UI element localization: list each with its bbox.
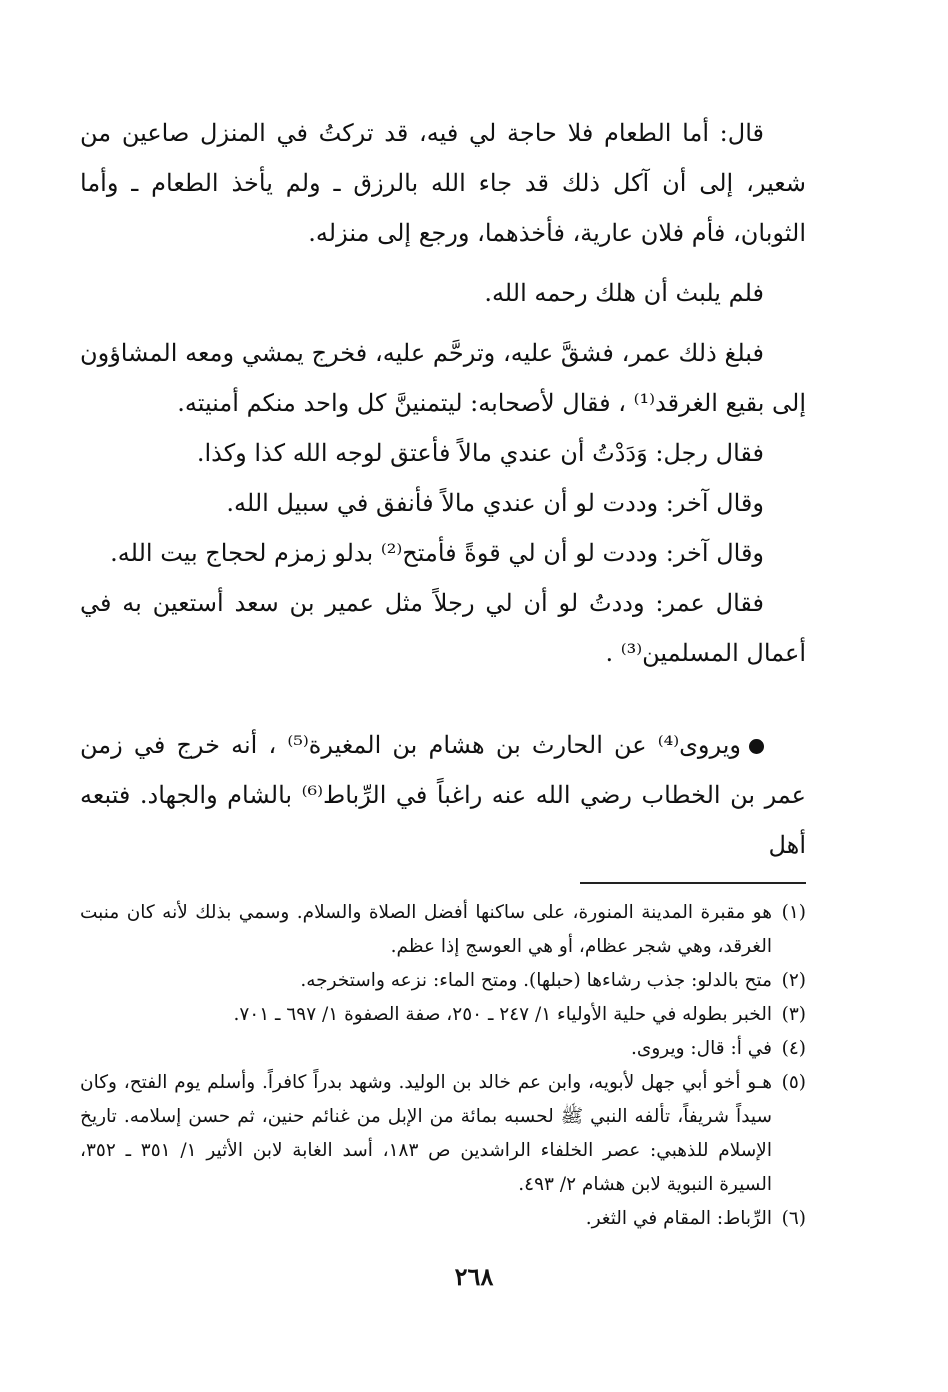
footnote-text: الرِّباط: المقام في الثغر.: [585, 1208, 772, 1229]
footnote-number: (٤): [781, 1038, 806, 1059]
footnote-number: (٥): [781, 1072, 806, 1093]
footnote-text: هـو أخو أبي جهل لأبويه، وابن عم خالد بن الوليد. وشهد بدراً كافراً. وأسلم يوم الفتح، وكان سيداً شريفاً، تألفه النبي ﷺ لحسبه بمائة من الإبل من غنائم حنين، ثم حسن إسلامه. تاريخ الإسلام للذهبي: عصر الخلفاء الراشدين ص ١٨٣، أسد الغابة لابن الأثير ١/ ٣٥١ ـ ٣٥٢، السيرة النبوية لابن هشام ٢/ ٤٩٣.: [80, 1072, 772, 1195]
footnote-text: متح بالدلو: جذب رشاءها (حبلها). ومتح الماء: نزعه واستخرجه.: [300, 970, 772, 991]
paragraph-8-text: ويروى⁽⁴⁾ عن الحارث بن هشام بن المغيرة⁽⁵⁾ ، أنه خرج في زمن عمر بن الخطاب رضي الله عنه راغباً في الرِّباط⁽⁶⁾ بالشام والجهاد. فتبعه أهل: [80, 731, 807, 859]
footnote-number: (١): [781, 902, 806, 923]
footnote-5: [80, 1066, 806, 1202]
footnote-6: [80, 1202, 806, 1236]
main-text: [80, 108, 806, 870]
footnote-2: [80, 964, 806, 998]
bullet-icon: [749, 739, 764, 754]
footnote-1: [80, 896, 806, 964]
footnote-text: هو مقبرة المدينة المنورة، على ساكنها أفضل الصلاة والسلام. وسمي بذلك لأنه كان منبت الغرقد، وهي شجر عظام، أو هي العوسج إذا عظم.: [80, 902, 772, 957]
paragraph-8: [80, 720, 806, 870]
paragraph-3: فبلغ ذلك عمر، فشقَّ عليه، وترحَّم عليه، فخرج يمشي ومعه المشاؤون إلى بقيع الغرقد⁽¹⁾ ، فقال لأصحابه: ليتمنينَّ كل واحد منكم أمنيته.: [80, 339, 806, 417]
footnote-divider: [580, 882, 806, 884]
footnote-3: [80, 998, 806, 1032]
paragraph-1: قال: أما الطعام فلا حاجة لي فيه، قد تركتُ في المنزل صاعين من شعير، إلى أن آكل ذلك قد جاء الله بالرزق ـ ولم يأخذ الطعام ـ وأما الثوبان، فأم فلان عارية، فأخذهما، ورجع إلى منزله.: [80, 119, 806, 247]
footnote-text: في أ: قال: ويروى.: [630, 1038, 772, 1059]
footnotes: [80, 896, 806, 1236]
page-number: ٢٦٨: [454, 1262, 494, 1291]
paragraph-4: فقال رجل: وَدَدْتُ أن عندي مالاً فأعتق لوجه الله كذا وكذا.: [196, 439, 764, 467]
paragraph-5: وقال آخر: وددت لو أن عندي مالاً فأنفق في سبيل الله.: [226, 489, 764, 517]
footnote-number: (٦): [781, 1208, 806, 1229]
paragraph-6: وقال آخر: وددت لو أن لي قوةً فأمتح⁽²⁾ بدلو زمزم لحجاج بيت الله.: [110, 539, 764, 567]
footnote-4: [80, 1032, 806, 1066]
footnote-number: (٣): [781, 1004, 806, 1025]
footnote-text: الخبر بطوله في حلية الأولياء ١/ ٢٤٧ ـ ٢٥٠، صفة الصفوة ١/ ٦٩٧ ـ ٧٠١.: [233, 1004, 772, 1025]
footnote-number: (٢): [781, 970, 806, 991]
paragraph-2: فلم يلبث أن هلك رحمه الله.: [484, 279, 764, 307]
paragraph-7: فقال عمر: وددتُ لو أن لي رجلاً مثل عمير بن سعد أستعين به في أعمال المسلمين⁽³⁾ .: [80, 589, 806, 667]
